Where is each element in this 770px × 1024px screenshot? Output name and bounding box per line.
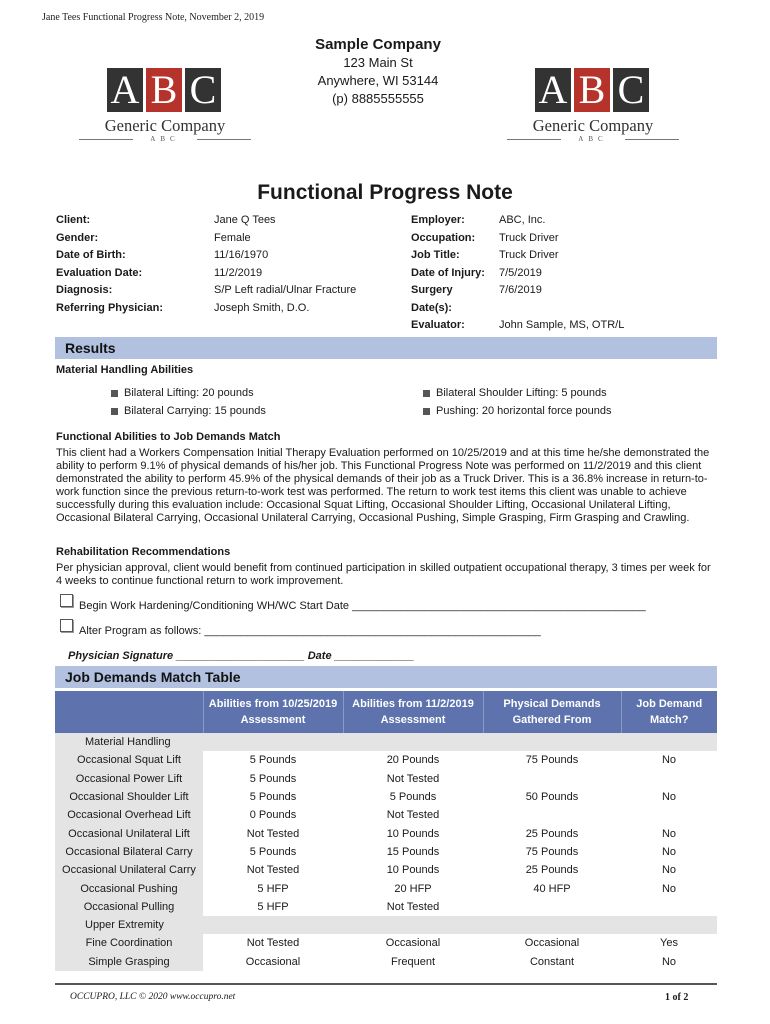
logo-letter-c: C <box>613 68 649 112</box>
table-cell: Not Tested <box>246 937 300 950</box>
table-cell <box>483 770 621 788</box>
footer-divider <box>55 983 717 985</box>
table-row <box>55 824 717 842</box>
logo-name: Generic Company <box>532 116 654 135</box>
info-label: Date(s): <box>411 301 452 314</box>
table-cell: Occasional <box>245 955 301 968</box>
logo-letter-a: A <box>535 68 571 112</box>
info-label: Referring Physician: <box>56 301 163 314</box>
table-cell: 20 Pounds <box>386 754 440 767</box>
table-cell: 15 Pounds <box>386 845 440 858</box>
table-row <box>55 751 717 769</box>
column-header: Abilities from 10/25/2019 Assessment <box>203 691 343 733</box>
table-cell: No <box>661 791 677 804</box>
info-value: Truck Driver <box>499 231 559 244</box>
rehab-recommendations-heading: Rehabilitation Recommendations <box>56 546 231 558</box>
ability-bullet: Bilateral Carrying: 15 pounds <box>111 405 266 417</box>
alter-program-option[interactable] <box>60 625 541 637</box>
table-cell: Not Tested <box>246 864 300 877</box>
info-value: 11/2/2019 <box>214 266 263 279</box>
bullet-square-icon <box>111 390 118 397</box>
job-demands-title: Job Demands Match Table <box>65 669 241 685</box>
table-cell: No <box>661 754 677 767</box>
table-row <box>55 806 717 824</box>
table-cell: 0 Pounds <box>249 809 297 822</box>
table-cell: 75 Pounds <box>525 845 579 858</box>
table-cell: Not Tested <box>386 900 440 913</box>
logo-sub: ABC <box>578 135 608 143</box>
alter-program-checkbox[interactable] <box>60 619 73 632</box>
group-filler-cell <box>343 733 483 751</box>
info-row <box>411 212 624 230</box>
test-item-cell: Occasional Bilateral Carry <box>55 843 203 861</box>
info-label: Gender: <box>56 231 99 244</box>
info-label: Job Title: <box>411 249 460 261</box>
column-header <box>55 691 203 733</box>
bullet-square-icon <box>111 408 118 415</box>
alter-program-label: Alter Program as follows: _______________________________________________________ <box>79 625 541 637</box>
info-label: Surgery <box>411 284 453 296</box>
test-item-cell: Fine Coordination <box>55 934 203 952</box>
table-header-row <box>55 691 717 733</box>
test-item-cell: Occasional Overhead Lift <box>55 806 203 824</box>
work-hardening-checkbox[interactable] <box>60 594 73 607</box>
info-label: Occupation: <box>411 231 476 244</box>
info-value: John Sample, MS, OTR/L <box>499 319 625 331</box>
results-band <box>55 337 717 359</box>
info-value: Truck Driver <box>499 249 559 261</box>
table-cell: Frequent <box>390 955 436 968</box>
table-cell: 40 HFP <box>533 882 571 895</box>
table-row <box>55 879 717 897</box>
running-head: Jane Tees Functional Progress Note, November 2, 2019 <box>42 12 265 23</box>
work-hardening-option[interactable] <box>60 600 646 612</box>
test-item-cell: Occasional Squat Lift <box>55 751 203 769</box>
table-row <box>55 898 717 916</box>
table-cell: No <box>661 827 677 840</box>
info-row <box>56 212 356 230</box>
info-value: Female <box>214 231 251 244</box>
test-item-cell: Occasional Pulling <box>55 898 203 916</box>
table-cell: Not Tested <box>386 809 440 822</box>
table-cell: 75 Pounds <box>525 754 579 767</box>
ability-bullet: Bilateral Shoulder Lifting: 5 pounds <box>423 387 607 399</box>
info-value: 7/5/2019 <box>499 266 542 279</box>
functional-abilities-heading: Functional Abilities to Job Demands Match <box>56 431 281 443</box>
table-group-row <box>55 916 717 934</box>
logo-letter-a: A <box>107 68 143 112</box>
info-label: Employer: <box>411 214 465 226</box>
logo-letter-c: C <box>185 68 221 112</box>
table-cell: Occasional <box>524 937 580 950</box>
job-demands-band <box>55 666 717 688</box>
group-filler-cell <box>343 916 483 934</box>
info-value: ABC, Inc. <box>499 214 546 226</box>
results-title: Results <box>65 340 116 356</box>
info-row <box>411 265 624 283</box>
info-row <box>56 230 356 248</box>
group-filler-cell <box>483 733 621 751</box>
group-filler-cell <box>203 916 343 934</box>
table-cell: 5 Pounds <box>389 791 437 804</box>
info-row <box>411 247 624 265</box>
table-body <box>55 733 717 971</box>
group-filler-cell <box>621 916 717 934</box>
table-cell: Not Tested <box>386 772 440 785</box>
table-cell: 25 Pounds <box>525 864 579 877</box>
info-row <box>56 300 356 318</box>
group-label: Material Handling <box>55 733 203 751</box>
column-header: Abilities from 11/2/2019 Assessment <box>343 691 483 733</box>
company-logo-left <box>79 68 251 148</box>
bullet-square-icon <box>423 408 430 415</box>
company-address-block <box>278 36 478 108</box>
logo-sub: ABC <box>150 135 180 143</box>
table-cell: No <box>661 955 677 968</box>
company-street: 123 Main St <box>343 55 413 70</box>
table-cell <box>621 770 717 788</box>
footer-copyright: OCCUPRO, LLC © 2020 www.occupro.net <box>70 992 236 1002</box>
info-value: S/P Left radial/Ulnar Fracture <box>214 284 357 296</box>
info-label: Evaluation Date: <box>56 266 143 279</box>
logo-letter-b: B <box>574 68 610 112</box>
bullet-square-icon <box>423 390 430 397</box>
info-value: Jane Q Tees <box>214 214 276 226</box>
table-row <box>55 861 717 879</box>
test-item-cell: Occasional Pushing <box>55 879 203 897</box>
page-number: 1 of 2 <box>665 992 689 1003</box>
group-filler-cell <box>483 916 621 934</box>
test-item-cell: Occasional Shoulder Lift <box>55 788 203 806</box>
group-label: Upper Extremity <box>55 916 203 934</box>
table-row <box>55 843 717 861</box>
client-info <box>56 212 356 317</box>
company-phone: (p) 8885555555 <box>332 91 424 106</box>
group-filler-cell <box>621 733 717 751</box>
table-cell: 5 Pounds <box>249 845 297 858</box>
table-group-row <box>55 733 717 751</box>
table-cell <box>621 806 717 824</box>
job-demands-table <box>55 691 717 971</box>
info-value: 7/6/2019 <box>499 284 542 296</box>
table-cell: 5 Pounds <box>249 754 297 767</box>
info-row <box>411 317 624 335</box>
test-item-cell: Occasional Unilateral Lift <box>55 824 203 842</box>
info-row <box>411 282 624 300</box>
info-label: Client: <box>56 214 91 226</box>
ability-bullet: Bilateral Lifting: 20 pounds <box>111 387 254 399</box>
info-row <box>411 230 624 248</box>
ability-bullet: Pushing: 20 horizontal force pounds <box>423 405 612 417</box>
company-name: Sample Company <box>315 36 441 53</box>
table-cell: 50 Pounds <box>525 791 579 804</box>
group-filler-cell <box>203 733 343 751</box>
rehab-recommendations-text: Per physician approval, client would benefit from continued participation in skilled outpatient occupational therapy, 3 times per week for 4 weeks to continue functional return to work improvement. <box>56 562 711 587</box>
company-city: Anywhere, WI 53144 <box>317 73 439 88</box>
info-row <box>56 282 356 300</box>
logo-letter-b: B <box>146 68 182 112</box>
work-hardening-label: Begin Work Hardening/Conditioning WH/WC Start Date ________________________________________________ <box>79 600 646 612</box>
table-cell: Yes <box>660 937 678 950</box>
table-row <box>55 934 717 952</box>
table-cell: Occasional <box>385 937 441 950</box>
table-cell: 10 Pounds <box>386 864 440 877</box>
table-cell: No <box>661 845 677 858</box>
table-cell <box>621 898 717 916</box>
table-cell: No <box>661 882 677 895</box>
table-cell: No <box>661 864 677 877</box>
test-item-cell: Simple Grasping <box>55 953 203 971</box>
table-row <box>55 770 717 788</box>
table-cell <box>483 898 621 916</box>
info-value: 11/16/1970 <box>214 249 269 261</box>
info-row <box>411 300 624 318</box>
column-header: Job Demand Match? <box>621 691 717 733</box>
table-cell <box>483 806 621 824</box>
test-item-cell: Occasional Power Lift <box>55 770 203 788</box>
table-row <box>55 788 717 806</box>
material-handling-heading: Material Handling Abilities <box>56 364 194 376</box>
table-cell: 5 Pounds <box>249 772 297 785</box>
table-cell: 25 Pounds <box>525 827 579 840</box>
column-header: Physical Demands Gathered From <box>483 691 621 733</box>
info-label: Evaluator: <box>411 319 465 331</box>
table-cell: 5 Pounds <box>249 791 297 804</box>
table-cell: Not Tested <box>246 827 300 840</box>
info-label: Date of Injury: <box>411 266 485 279</box>
company-logo-right <box>507 68 679 148</box>
table-cell: 5 HFP <box>257 900 289 913</box>
info-row <box>56 247 356 265</box>
info-label: Diagnosis: <box>56 284 113 296</box>
info-row <box>56 265 356 283</box>
table-cell: 10 Pounds <box>386 827 440 840</box>
info-label: Date of Birth: <box>56 249 126 261</box>
table-cell: 20 HFP <box>394 882 432 895</box>
logo-name: Generic Company <box>104 116 226 135</box>
document-title: Functional Progress Note <box>257 181 513 204</box>
employer-info <box>411 212 624 335</box>
table-row <box>55 953 717 971</box>
physician-signature-line[interactable]: Physician Signature _____________________ Date _____________ <box>68 650 415 662</box>
info-value: Joseph Smith, D.O. <box>214 301 310 314</box>
test-item-cell: Occasional Unilateral Carry <box>55 861 203 879</box>
functional-abilities-text: This client had a Workers Compensation Initial Therapy Evaluation performed on 10/25/2019 and at this time he/she demonstrated the ability to perform 9.1% of physical demands of his/her job. This Functional Progress Note was performed on 11/2/2019 and this client demonstrated the ability to perform 45.9% of the physical demands of their job as a Truck Driver. This is a 36.8% increase in return-to-work function since the previous return-to-work test was performed. The return to work test items this client was unable to achieve successfully during this evaluation include: Occasional Squat Lifting, Occasional Shoulder Lifting, Occasional Unilateral Lifting, Occasional Bilateral Carrying, Occasional Unilateral Carrying, Occasional Pushing, Simple Grasping, Firm Grasping and Crawling. <box>56 447 710 524</box>
table-cell: Constant <box>529 955 575 968</box>
table-cell: 5 HFP <box>257 882 289 895</box>
